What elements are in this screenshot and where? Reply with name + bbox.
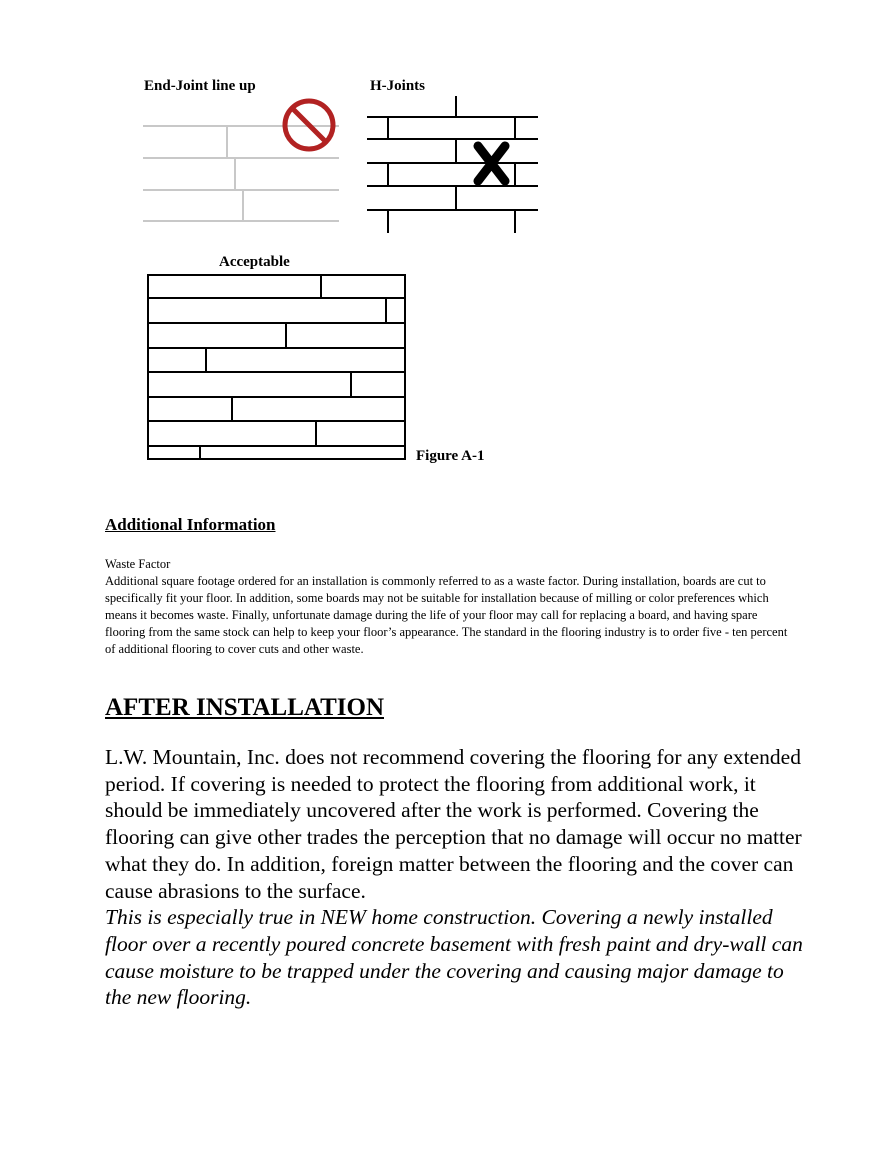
hjoints-boards: [367, 96, 538, 233]
hjoints-diagram: [366, 96, 541, 236]
hjoints-label: H-Joints: [370, 78, 426, 94]
endjoint-diagram: [143, 97, 343, 232]
endjoint-label: End-Joint line up: [144, 78, 256, 94]
after-installation-heading: AFTER INSTALLATION: [105, 694, 384, 721]
acceptable-diagram: [145, 273, 410, 463]
figure-caption: Figure A-1: [416, 448, 485, 464]
waste-factor-paragraph: Additional square footage ordered for an installation is commonly referred to as a waste factor. During installation, boards are cut to specifically fit your floor. In addition, some boards may not be suitable for installation because of milling or color preferences which means it becomes waste. Finally, unfortunate damage during the life of your floor may call for replacing a board, and having spare flooring from the same stock can help to keep your floor’s appearance. The standard in the flooring industry is to order five - ten percent of additional flooring to cover cuts and other waste.: [105, 574, 788, 656]
additional-info-heading: Additional Information: [105, 515, 276, 534]
after-installation-section: [105, 744, 805, 1011]
endjoint-boards: [143, 126, 339, 221]
acceptable-label: Acceptable: [219, 254, 290, 270]
acceptable-boards: [148, 275, 405, 459]
after-installation-paragraph: L.W. Mountain, Inc. does not recommend covering the flooring for any extended period. If covering is needed to protect the flooring from additional work, it should be immediately uncovered after the work is performed. Covering the flooring can give other trades the perception that no damage will occur no matter what they do. In addition, foreign matter between the flooring and the cover can cause abrasions to the surface.: [105, 745, 802, 903]
new-construction-note: This is especially true in NEW home construction. Covering a newly installed floor over a recently poured concrete basement with fresh paint and dry-wall can cause moisture to be trapped under the covering and causing major damage to the new flooring.: [105, 905, 803, 1010]
waste-factor-title: Waste Factor: [105, 557, 171, 571]
